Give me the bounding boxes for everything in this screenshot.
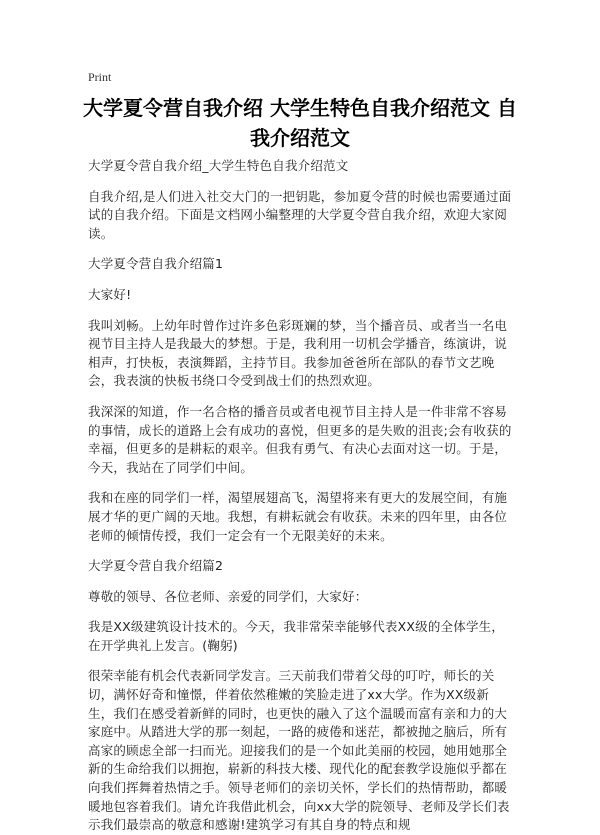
subtitle: 大学夏令营自我介绍_大学生特色自我介绍范文 — [88, 158, 349, 173]
section-heading-2: 大学夏令营自我介绍篇2 — [88, 558, 224, 574]
paragraph: 我是XX级建筑设计技术的。今天，我非常荣幸能够代表XX级的全体学生，在开学典礼上发言。(鞠躬) — [88, 619, 505, 653]
intro-paragraph: 自我介绍,是人们进入社交大门的一把钥匙，参加夏令营的时候也需要通过面试的自我介绍。下面是文档网小编整理的大学夏令营自我介绍，欢迎大家阅读。 — [88, 188, 512, 241]
greeting-2: 尊敬的领导、各位老师、亲爱的同学们，大家好： — [88, 588, 368, 604]
paragraph: 我和在座的同学们一样，渴望展翅高飞，渴望将来有更大的发展空间，有施展才华的更广阔的天地。我想，有耕耘就会有收获。未来的四年里，由各位老师的倾情传授，我们一定会有一个无限美好的未来。 — [88, 490, 508, 543]
paragraph: 很荣幸能有机会代表新同学发言。三天前我们带着父母的叮咛，师长的关切，满怀好奇和憧憬，伴着依然稚嫩的笑脸走进了xx大学。作为XX级新生，我们在感受着新鲜的同时，也更快的融入了这个温暖而富有亲和力的大家庭中。从踏进大学的那一刻起，一路的疲倦和迷茫，都被抛之脑后，所有高家的顾虑全部一扫而光。迎接我们的是一个如此美丽的校园，她用她那全新的生命给我们以拥抱，崭新的科技大楼、现代化的配套教学设施似乎都在向我们挥舞着热情之手。领导老师们的亲切关怀，学长们的热情帮助，都暖暖地包容着我们。请允许我借此机会，向xx大学的院领导、老师及学长们表示我们最崇高的敬意和感谢!建筑学习有其自身的特点和规 — [88, 668, 510, 833]
paragraph: 我深深的知道，作一名合格的播音员或者电视节目主持人是一件非常不容易的事情，成长的道路上会有成功的喜悦，但更多的是失败的沮丧;会有收获的幸福，但更多的是耕耘的艰辛。但我有勇气、有决心去面对这一切。于是，今天，我站在了同学们中间。 — [88, 403, 512, 475]
greeting-1: 大家好! — [88, 286, 132, 302]
print-label: Print — [88, 70, 112, 84]
document-title: 大学夏令营自我介绍 大学生特色自我介绍范文 自我介绍范文 — [83, 96, 517, 150]
section-heading-1: 大学夏令营自我介绍篇1 — [88, 256, 224, 272]
document-body — [88, 157, 514, 835]
paragraph: 我叫刘畅。上幼年时曾作过许多色彩斑斓的梦，当个播音员、或者当一名电视节目主持人是我最大的梦想。于是，我利用一切机会学播音，练演讲，说相声，打快板，表演舞蹈，主持节目。我参加爸爸所在部队的春节文艺晚会，我表演的快板书绕口令受到战士们的热烈欢迎。 — [88, 317, 508, 389]
